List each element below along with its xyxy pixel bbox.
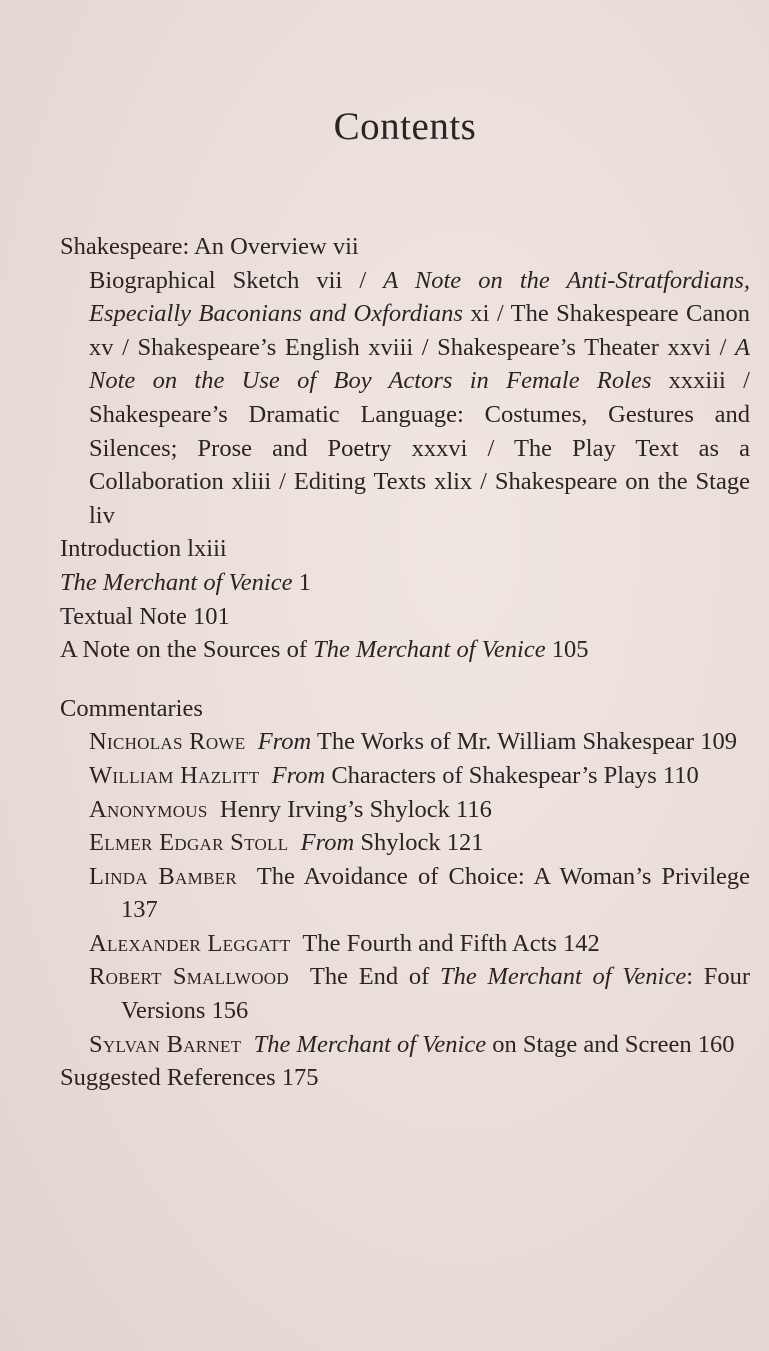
commentary-from: From — [257, 728, 312, 756]
toc-entry-sources — [60, 633, 750, 667]
overview-part-1: Biographical Sketch vii / — [89, 266, 384, 294]
toc-entry-suggested-references: Suggested References 175 — [60, 1064, 319, 1092]
commentary-author: Robert Smallwood — [89, 963, 289, 991]
table-of-contents — [60, 230, 750, 1095]
commentary-text: The Avoidance of Choice: A Woman’s Privilege 137 — [121, 862, 750, 924]
toc-entry-commentaries: Commentaries — [60, 694, 203, 722]
toc-entry-play — [60, 566, 750, 600]
play-title: The Merchant of Venice — [60, 568, 293, 596]
commentary-italic-title: The Merchant of Venice — [440, 963, 687, 991]
sources-page: 105 — [545, 636, 589, 664]
commentary-item — [60, 927, 750, 961]
commentary-author: Nicholas Rowe — [89, 728, 246, 756]
commentary-text: Shylock 121 — [354, 829, 484, 857]
toc-entry-introduction: Introduction lxiii — [60, 535, 227, 563]
overview-part-3: xi / The Shakespeare Canon xv / Shakespeare’s English xviii / Shakespeare’s Theater xxvi / — [89, 300, 750, 361]
overview-part-2: A Note on the Anti-Stratfordians, Especially Baconians and Oxfordians — [89, 266, 750, 328]
commentary-author: Sylvan Barnet — [89, 1030, 242, 1058]
commentary-author: Linda Bamber — [89, 862, 237, 890]
overview-part-5: xxxiii / Shakespeare’s Dramatic Language: Costumes, Gestures and Silences; Prose and Poetry xxxvi / The Play Text as a Collaboration xliii / Editing Texts xlix / Shakespeare on the Stage liv — [89, 367, 750, 529]
commentary-text: Characters of Shakespear’s Plays 110 — [325, 761, 699, 789]
commentary-item — [60, 759, 750, 793]
commentary-text: Henry Irving’s Shylock 116 — [219, 795, 492, 823]
toc-overview-subentries — [60, 264, 750, 533]
commentary-author: William Hazlitt — [89, 761, 260, 789]
sources-title: The Merchant of Venice — [313, 636, 546, 664]
commentary-text-before: The End of — [309, 963, 441, 991]
commentary-item — [60, 725, 750, 759]
commentary-item — [60, 960, 750, 1027]
commentary-text: The Fourth and Fifth Acts 142 — [302, 929, 600, 957]
toc-entry-overview: Shakespeare: An Overview vii — [60, 233, 359, 260]
play-page: 1 — [292, 568, 311, 596]
page-title: Contents — [333, 105, 477, 148]
commentary-italic-title: The Merchant of Venice — [253, 1030, 487, 1058]
commentary-author: Elmer Edgar Stoll — [89, 829, 289, 857]
commentary-item — [60, 860, 750, 927]
toc-entry-textual-note: Textual Note 101 — [60, 602, 230, 630]
commentary-item — [60, 793, 750, 827]
commentary-item — [60, 826, 750, 860]
commentary-from: From — [300, 829, 355, 857]
commentary-author: Anonymous — [89, 795, 208, 823]
commentary-text: The Works of Mr. William Shakespear 109 — [311, 728, 737, 756]
commentary-author: Alexander Leggatt — [89, 929, 291, 957]
commentary-item — [60, 1028, 750, 1062]
commentary-text-after: on Stage and Screen 160 — [486, 1030, 735, 1058]
commentary-from: From — [271, 761, 326, 789]
sources-prefix: A Note on the Sources of — [60, 636, 314, 664]
commentary-text-after: : Four Versions 156 — [121, 963, 751, 1025]
overview-part-4: A Note on the Use of Boy Actors in Female Roles — [89, 333, 750, 395]
section-spacer — [60, 667, 750, 692]
